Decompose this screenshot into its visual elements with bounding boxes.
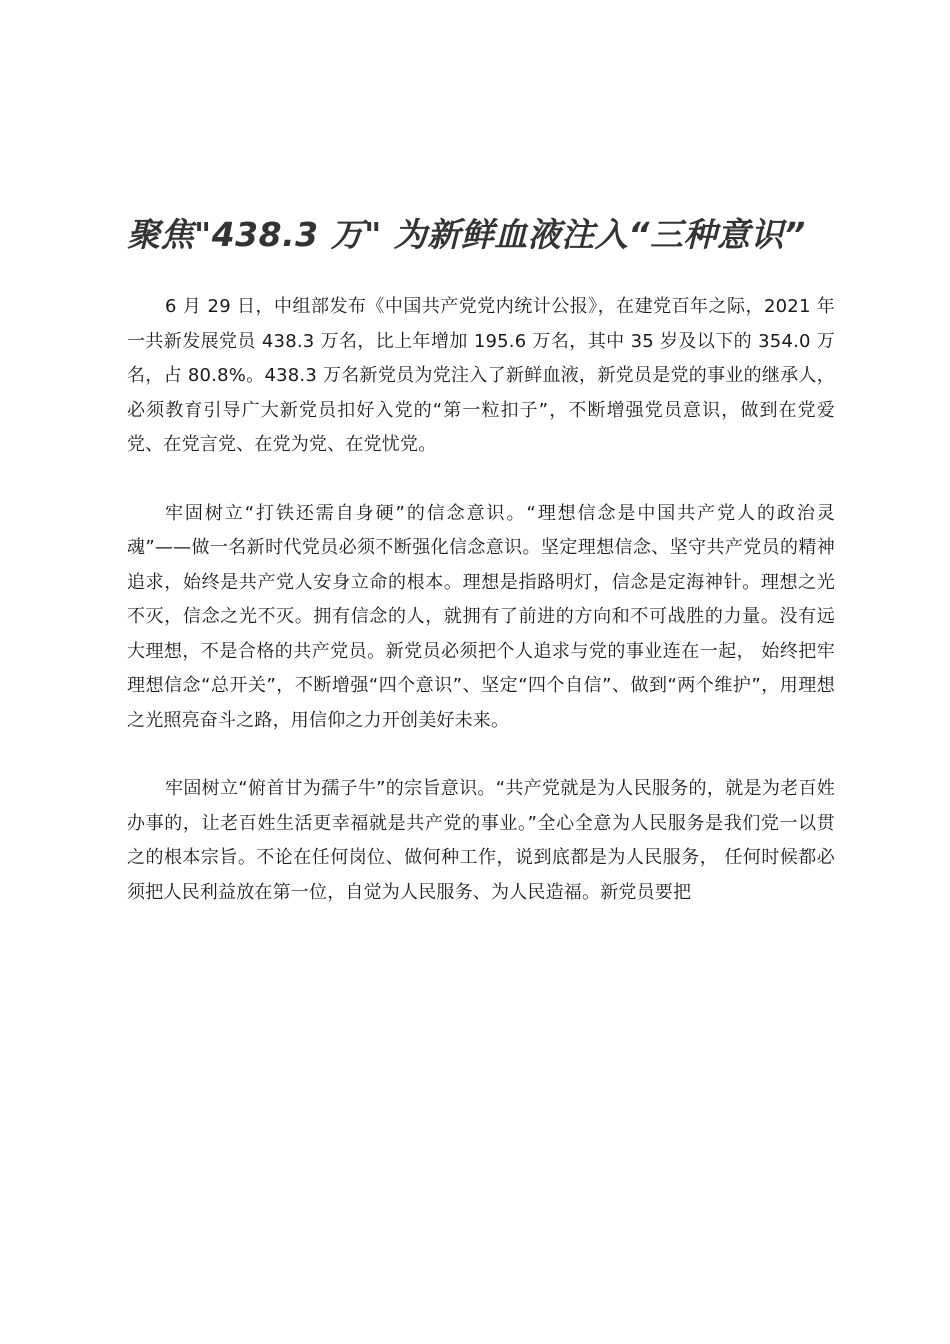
paragraph-intro: 6 月 29 日，中组部发布《中国共产党党内统计公报》，在建党百年之际，2021 年一共新发展党员 438.3 万名，比上年增加 195.6 万名，其中 35 岁及以下的 354.0 万名，占 80.8%。438.3 万名新党员为党注入了新鲜血液，新党员是党的事业的继承人，必须教育引导广大新党员扣好入党的“第一粒扣子”，不断增强党员意识，做到在党爱党、在党言党、在党为党、在党忧党。 (127, 296, 835, 455)
paragraph-faith: 牢固树立“打铁还需自身硬”的信念意识。“理想信念是中国共产党人的政治灵魂”——做一名新时代党员必须不断强化信念意识。坚定理想信念、坚守共产党员的精神追求，始终是共产党人安身立命的根本。理想是指路明灯，信念是定海神针。理想之光不灭，信念之光不灭。拥有信念的人，就拥有了前进的方向和不可战胜的力量。没有远大理想，不是合格的共产党员。新党员必须把个人追求与党的事业连在一起， 始终把牢理想信念“总开关”，不断增强“四个意识”、坚定“四个自信”、做到“两个维护”，用理想之光照亮奋斗之路，用信仰之力开创美好未来。 (127, 502, 835, 731)
article-title: 聚焦"438.3 万" 为新鲜血液注入“三种意识” (127, 215, 806, 254)
article-body (127, 290, 835, 944)
paragraph-purpose: 牢固树立“俯首甘为孺子牛”的宗旨意识。“共产党就是为人民服务的，就是为老百姓办事的，让老百姓生活更幸福就是共产党的事业。”全心全意为人民服务是我们党一以贯之的根本宗旨。不论在任何岗位、做何种工作，说到底都是为人民服务， 任何时候都必须把人民利益放在第一位，自觉为人民服务、为人民造福。新党员要把 (127, 778, 835, 903)
